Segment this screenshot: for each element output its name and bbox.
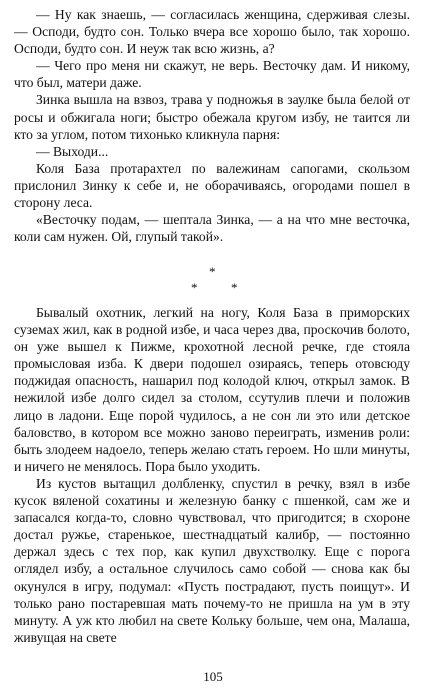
section-separator-star-top: * [209,264,216,279]
bottom-text-block [14,304,410,646]
dialogue-paragraph: — Ну как знаешь, — согласилась женщина, сдерживая слезы. — Осподи, будто сон. Только вчера все хорошо было, так хорошо. Осподи, будто сон. И неуж так всю жизнь, а? [14,7,410,57]
text-paragraph: Из кустов вытащил долбленку, спустил в речку, взял в избе кусок вяленой сохатины и железную банку с пшенкой, сам же и запасался когда-то, словно чувствовал, что пригодится; в схороне достал ружье, старенькое, шестнадцатый калибр, — постоянно держал здесь с тех пор, как купил двухстволку. Еще с порога оглядел избу, а остальное случилось само собой — снова как бы окунулся в игру, подумал: «Пусть пострадают, пусть поищут». И только рано постаревшая мать почему-то не пришла на ум в эту минуту. А уж кто любил на свете Кольку больше, чем она, Малаша, живущая на свете [14,475,410,645]
text-paragraph: Зинка вышла на взвоз, трава у подножья в заулке была белой от росы и обжигала ноги; быстро обежала кругом избу, не таится ли кто за углом, потом тихонько кликнула парня: [14,92,410,142]
dialogue-paragraph: — Выходи... [36,143,109,159]
section-separator-star-right: * [231,280,238,295]
top-text-block [14,6,410,245]
text-paragraph: «Весточку подам, — шептала Зинка, — а на что мне весточка, коли сам нужен. Ой, глупый такой». [14,212,410,245]
text-paragraph: Коля База протарахтел по валежинам сапогами, скользом прислонил Зинку к себе и, не оборачиваясь, огородами пошел в сторону леса. [14,160,410,211]
section-separator-star-left: * [191,280,198,295]
page-number: 105 [203,669,223,684]
dialogue-paragraph: — Чего про меня ни скажут, не верь. Весточку дам. И никому, что был, матери даже. [14,58,410,91]
text-paragraph: Бывалый охотник, легкий на ногу, Коля База в приморских суземах жил, как в родной избе, и часа через два, проскочив болото, он уже вышел к Пижме, крохотной лесной речке, где стояла промысловая изба. К двери подошел озираясь, теперь отовсюду поджидая опасность, нашарил под колодой ключ, открыл замок. В нежилой избе долго сидел за столом, ссутулив плечи и положив лицо в ладони. Еще порой чудилось, а не сон ли это или детское баловство, в котором все можно заново переиграть, изменив роли: быть злодеем надоело, теперь желаю стать героем. Но шли минуты, и ничего не менялось. Пора было уходить. [14,305,410,474]
